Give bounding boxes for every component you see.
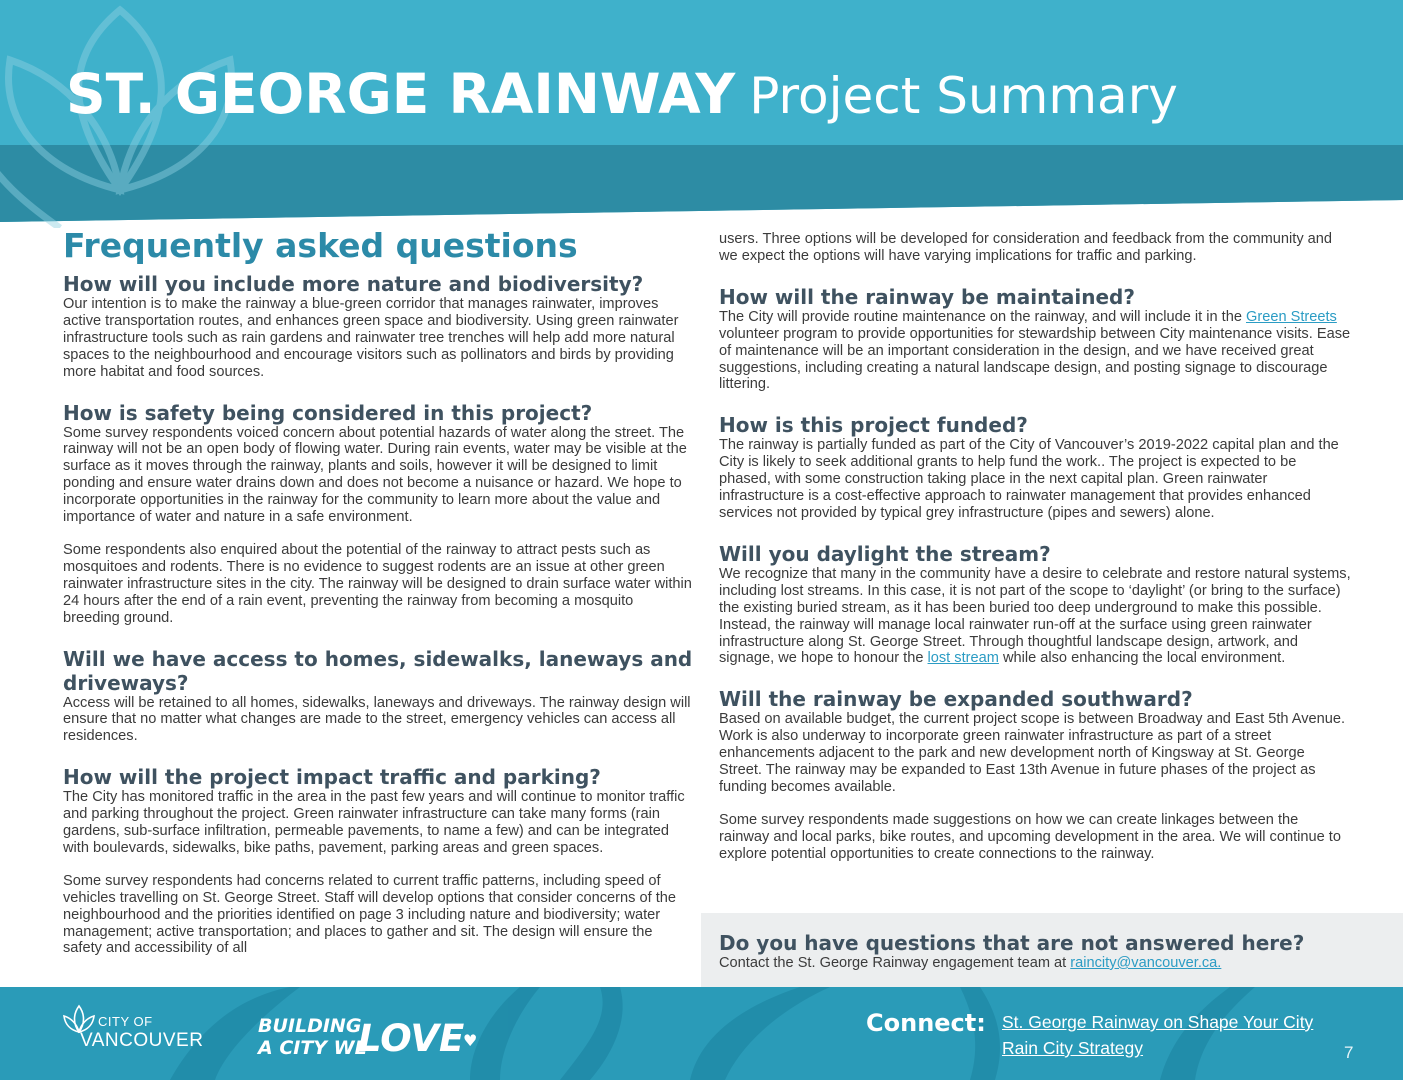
- title-sub: Project Summary: [749, 67, 1178, 125]
- faq-question: How will the project impact traffic and parking?: [63, 765, 601, 790]
- faq-answer: Our intention is to make the rainway a blue-green corridor that manages rainwater, improves active transportation routes, and enhances green space and biodiversity. Using green rainwater infrastructure tools such as rain gardens and rainwater tree trenches will help add more natural spaces to the neighbourhood and encourage visitors such as pollinators and birds by providing more habitat and food sources.: [63, 296, 679, 380]
- green-streets-link[interactable]: Green Streets: [1246, 308, 1337, 325]
- contact-text: Contact the St. George Rainway engagement team at raincity@vancouver.ca.: [719, 955, 1222, 971]
- page-title: [66, 62, 1178, 126]
- faq-question: How will you include more nature and biodiversity?: [63, 272, 644, 296]
- slogan-love: LOVE: [358, 1017, 465, 1060]
- faq-answer: The City has monitored traffic in the area in the past few years and will continue to monitor traffic and parking throughout the project. Green rainwater infrastructure can take many forms (rain gardens, sub-surface infiltration, permeable pavements, to name a few) and can be integrated with boulevards, sidewalks, bike paths, pavement, parking areas and green spaces.: [63, 789, 685, 856]
- faq-answer: Some survey respondents voiced concern about potential hazards of water along the street. The rainway will not be an open body of flowing water. During rain events, water may be visible at the surface as it moves through the rainway, plants and soils, however it will be designed to limit ponding and ensure water drains down and does not become a nuisance or hazard. We hope to incorporate opportunities in the rainway for the community to learn more about the value and importance of water and nature in a safe environment.: [63, 424, 687, 526]
- right-column: [719, 231, 1351, 863]
- page-footer: [0, 987, 1403, 1080]
- rain-city-strategy-link[interactable]: Rain City Strategy: [1002, 1038, 1144, 1058]
- faq-answer: We recognize that many in the community have a desire to celebrate and restore natural systems, including lost streams. In this case, it is not part of the scope to ‘daylight’ (or bring to the surface) the existing buried stream, as it has been buried too deep underground to make this possible. Instead, the rainway will manage local rainwater run-off at the surface using green rainwater infrastructure along St. George Street. Through thoughtful landscape design, artwork, and signage, we hope to honour the lost stream while also enhancing the local environment.: [719, 565, 1351, 667]
- faq-answer-continued: users. Three options will be developed for consideration and feedback from the community and we expect the options will have varying implications for traffic and parking.: [719, 231, 1333, 264]
- faq-answer: Some survey respondents had concerns related to current traffic patterns, including speed of vehicles travelling on St. George Street. Staff will develop options that consider concerns of the neighbourhood and the priorities identified on page 3 including nature and biodiversity; water management; active transportation; and places to gather and sit. The design will ensure the safety and accessibility of all: [63, 872, 677, 957]
- lost-stream-link[interactable]: lost stream: [927, 650, 999, 667]
- faq-heading: Frequently asked questions: [63, 226, 578, 265]
- contact-box: [701, 913, 1403, 989]
- email-link[interactable]: raincity@vancouver.ca.: [1070, 955, 1222, 971]
- logo-city-of: CITY OF: [98, 1014, 153, 1029]
- shape-your-city-link[interactable]: St. George Rainway on Shape Your City: [1002, 1012, 1314, 1032]
- faq-answer: Based on available budget, the current project scope is between Broadway and East 5th Avenue. Work is also underway to incorporate green rainwater infrastructure as part of a street enhancements adjacent to the park and new development north of Kingsway at St. George Street. The rainway may be expanded to East 13th Avenue in future phases of the project as funding becomes available.: [719, 711, 1346, 795]
- slogan-line-2: A CITY WE: [258, 1037, 368, 1059]
- faq-answer: The City will provide routine maintenance on the rainway, and will include it in the Green Streets volunteer program to provide opportunities for stewardship between City maintenance visits. Ease of maintenance will be an important consideration in the design, and we have received great suggestions, including creating a natural landscape design, and posting signage to discourage littering.: [719, 308, 1351, 393]
- faq-answer: The rainway is partially funded as part of the City of Vancouver’s 2019-2022 capital plan and the City is likely to seek additional grants to help fund the work.. The project is expected to be phased, with some construction taking place in the next capital plan. Green rainwater infrastructure is a cost-effective approach to rainwater management that provides enhanced services not provided by typical grey infrastructure (pipes and sewers) alone.: [719, 437, 1339, 521]
- faq-question: How is safety being considered in this project?: [63, 400, 593, 425]
- faq-question: How will the rainway be maintained?: [719, 284, 1135, 309]
- page-number: 7: [1344, 1043, 1354, 1062]
- faq-answer: Some respondents also enquired about the potential of the rainway to attract pests such as mosquitoes and rodents. There is no evidence to suggest rodents are an issue at other green rainwater infrastructure sites in the city. The rainway will be designed to drain surface water within 24 hours after the end of a rain event, preventing the rainway from becoming a mosquito breeding ground.: [63, 541, 692, 626]
- faq-question: How is this project funded?: [719, 413, 1028, 438]
- faq-question: Will the rainway be expanded southward?: [719, 687, 1193, 712]
- left-column: [63, 226, 693, 957]
- contact-question: Do you have questions that are not answered here?: [719, 931, 1305, 955]
- title-main: ST. GEORGE RAINWAY: [66, 62, 736, 126]
- slogan-line-1: BUILDING: [258, 1015, 362, 1037]
- leaf-pattern-graphic: [0, 987, 1403, 1080]
- page-header: [0, 0, 1403, 228]
- faq-answer: Access will be retained to all homes, sidewalks, laneways and driveways. The rainway design will ensure that no matter what changes are made to the street, emergency vehicles can access all residences.: [63, 694, 691, 745]
- logo-vancouver: VANCOUVER: [80, 1030, 204, 1051]
- heart-icon: ♥: [463, 1031, 478, 1050]
- faq-question: Will you daylight the stream?: [719, 541, 1051, 566]
- faq-question: Will we have access to homes, sidewalks, laneways and driveways?: [63, 646, 693, 695]
- connect-label: Connect:: [866, 1009, 986, 1037]
- faq-answer: Some survey respondents made suggestions on how we can create linkages between the rainway and local parks, bike routes, and upcoming development in the area. We will continue to explore potential opportunities to create connections to the rainway.: [719, 811, 1341, 862]
